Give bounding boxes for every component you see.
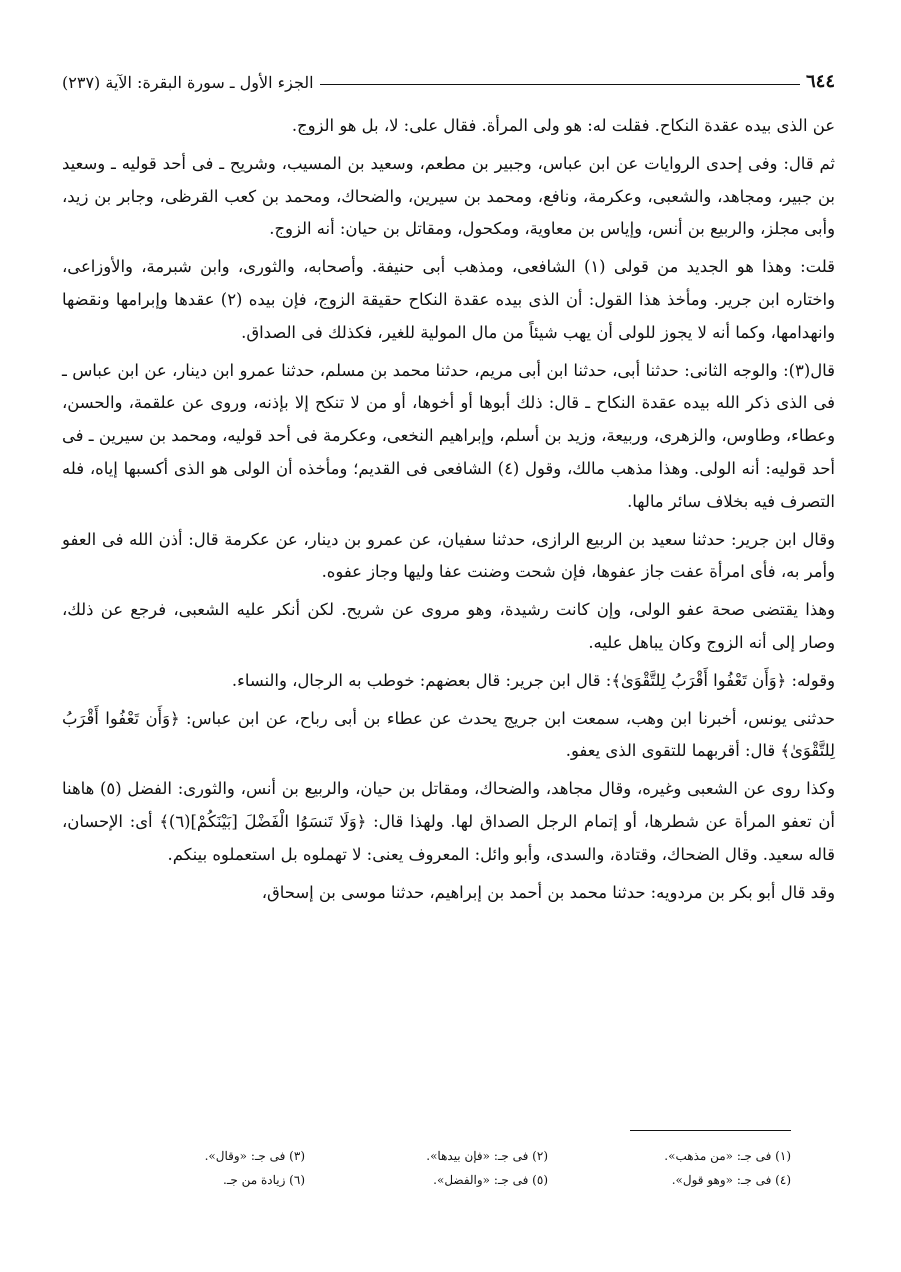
paragraph: وقال ابن جرير: حدثنا سعيد بن الربيع الرازى، حدثنا سفيان، عن عمرو بن دينار، عن عكرمة قال: أذن الله فى العفو وأمر به، فأى امرأة عفت جاز عفوها، فإن شحت وضنت عفا وليها وجاز عفوه. bbox=[62, 529, 835, 582]
footnote: (٦) زيادة من جـ. bbox=[223, 1173, 305, 1187]
footnote: (٢) فى جـ: «فإن بيدها». bbox=[426, 1149, 548, 1163]
paragraph: قال(٣): والوجه الثانى: حدثنا أبى، حدثنا ابن أبى مريم، حدثنا محمد بن مسلم، حدثنا عمرو ابن دينار، عن ابن عباس ـ فى الذى ذكر الله بيده عقدة النكاح ـ قال: ذلك أبوها أو أخوها، أو من لا تنكح إلا بإذنه، وروى عن علقمة، والحسن، وعطاء، وطاوس، والزهرى، وربيعة، وزيد بن أسلم، وإبراهيم النخعى، وعكرمة فى أحد قوليه، ومحمد بن سيرين ـ فى أحد قوليه: أنه الولى. وهذا مذهب مالك، وقول (٤) الشافعى فى القديم؛ ومأخذه أن الولى هو الذى أكسبها إياه، فله التصرف فيه بخلاف سائر مالها. bbox=[62, 360, 835, 511]
running-title: الجزء الأول ـ سورة البقرة: الآية (٢٣٧) bbox=[62, 73, 314, 92]
footnotes bbox=[62, 1146, 791, 1190]
page-number: ٦٤٤ bbox=[805, 71, 835, 92]
footnote: (٣) فى جـ: «وقال». bbox=[204, 1149, 305, 1163]
paragraph: وقد قال أبو بكر بن مردويه: حدثنا محمد بن أحمد بن إبراهيم، حدثنا موسى بن إسحاق، bbox=[261, 882, 835, 902]
page-header bbox=[62, 64, 835, 92]
paragraph: وكذا روى عن الشعبى وغيره، وقال مجاهد، والضحاك، ومقاتل بن حيان، والربيع بن أنس، والثورى: الفضل (٥) هاهنا أن تعفو المرأة عن شطرها، أو إتمام الرجل الصداق لها. ولهذا قال: ﴿وَلَا تَنسَوُا الْفَضْلَ [بَيْنَكُمْ](٦)﴾ أى: الإحسان، قاله سعيد. وقال الضحاك، وقتادة، والسدى، وأبو وائل: المعروف يعنى: لا تهملوه بل استعملوه بينكم. bbox=[62, 779, 835, 864]
footnote: (١) فى جـ: «من مذهب». bbox=[664, 1149, 791, 1163]
paragraph: حدثنى يونس، أخبرنا ابن وهب، سمعت ابن جريج يحدث عن عطاء بن أبى رباح، عن ابن عباس: ﴿وَأَن تَعْفُوا أَقْرَبُ لِلتَّقْوَىٰ﴾ قال: أقربهما للتقوى الذى يعفو. bbox=[62, 708, 835, 761]
paragraph: قلت: وهذا هو الجديد من قولى (١) الشافعى، ومذهب أبى حنيفة. وأصحابه، والثورى، وابن شبرمة، والأوزاعى، واختاره ابن جرير. ومأخذ هذا القول: أن الذى بيده عقدة النكاح حقيقة الزوج، فإن بيده (٢) عقدها وإبرامها ونقضها وانهدامها، وكما أنه لا يجوز للولى أن يهب شيئاً من مال المولية للغير، فكذلك فى الصداق. bbox=[62, 257, 836, 342]
paragraph: وهذا يقتضى صحة عفو الولى، وإن كانت رشيدة، وهو مروى عن شريح. لكن أنكر عليه الشعبى، فرجع عن ذلك، وصار إلى أنه الزوج وكان يباهل عليه. bbox=[62, 600, 835, 652]
paragraph: وقوله: ﴿وَأَن تَعْفُوا أَقْرَبُ لِلتَّقْوَىٰ﴾: قال ابن جرير: قال بعضهم: خوطب به الرجال، والنساء. bbox=[231, 670, 835, 690]
footnote: (٤) فى جـ: «وهو قول». bbox=[671, 1173, 791, 1187]
header-rule bbox=[320, 84, 800, 85]
footnote-rule bbox=[630, 1130, 791, 1131]
footnote: (٥) فى جـ: «والفضل». bbox=[433, 1173, 548, 1187]
main-text bbox=[62, 110, 835, 909]
paragraph: عن الذى بيده عقدة النكاح. فقلت له: هو ولى المرأة. فقال على: لا، بل هو الزوج. bbox=[291, 116, 835, 135]
paragraph: ثم قال: وفى إحدى الروايات عن ابن عباس، وجبير بن مطعم، وسعيد بن المسيب، وشريح ـ فى أحد قوليه ـ وسعيد بن جبير، ومجاهد، والشعبى، وعكرمة، ونافع، ومحمد بن سيرين، والضحاك، ومحمد بن كعب القرظى، وجابر بن زيد، وأبى مجلز، والربيع بن أنس، وإياس بن معاوية، ومكحول، ومقاتل بن حيان: أنه الزوج. bbox=[62, 153, 835, 239]
